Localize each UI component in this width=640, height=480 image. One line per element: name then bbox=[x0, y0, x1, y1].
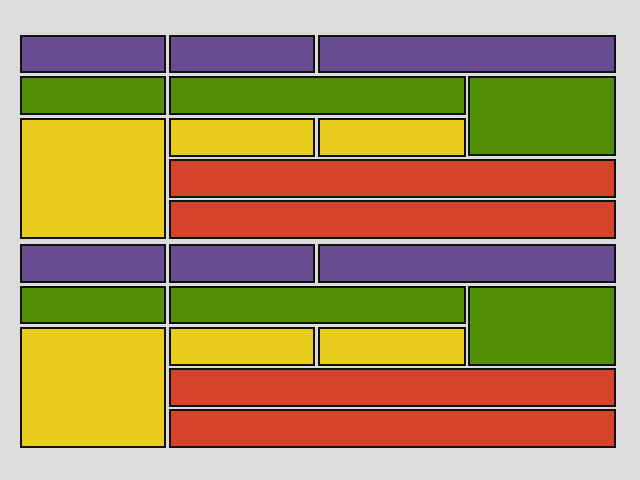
red-bar-lower bbox=[169, 200, 616, 239]
red-bar-upper bbox=[169, 159, 616, 198]
purple-block-left bbox=[20, 35, 166, 73]
purple-block-right bbox=[318, 35, 616, 73]
green-block-wide bbox=[169, 76, 466, 115]
purple-block-middle bbox=[169, 244, 315, 283]
purple-block-left bbox=[20, 244, 166, 283]
green-block-square bbox=[468, 286, 616, 366]
green-block-left bbox=[20, 76, 166, 115]
yellow-block-tall bbox=[20, 118, 166, 239]
red-bar-lower bbox=[169, 409, 616, 448]
yellow-block-small-left bbox=[169, 327, 315, 366]
red-bar-upper bbox=[169, 368, 616, 407]
yellow-block-small-left bbox=[169, 118, 315, 157]
yellow-block-small-right bbox=[318, 118, 466, 157]
purple-block-middle bbox=[169, 35, 315, 73]
yellow-block-small-right bbox=[318, 327, 466, 366]
yellow-block-tall bbox=[20, 327, 166, 448]
green-block-wide bbox=[169, 286, 466, 324]
green-block-square bbox=[468, 76, 616, 156]
green-block-left bbox=[20, 286, 166, 324]
purple-block-right bbox=[318, 244, 616, 283]
